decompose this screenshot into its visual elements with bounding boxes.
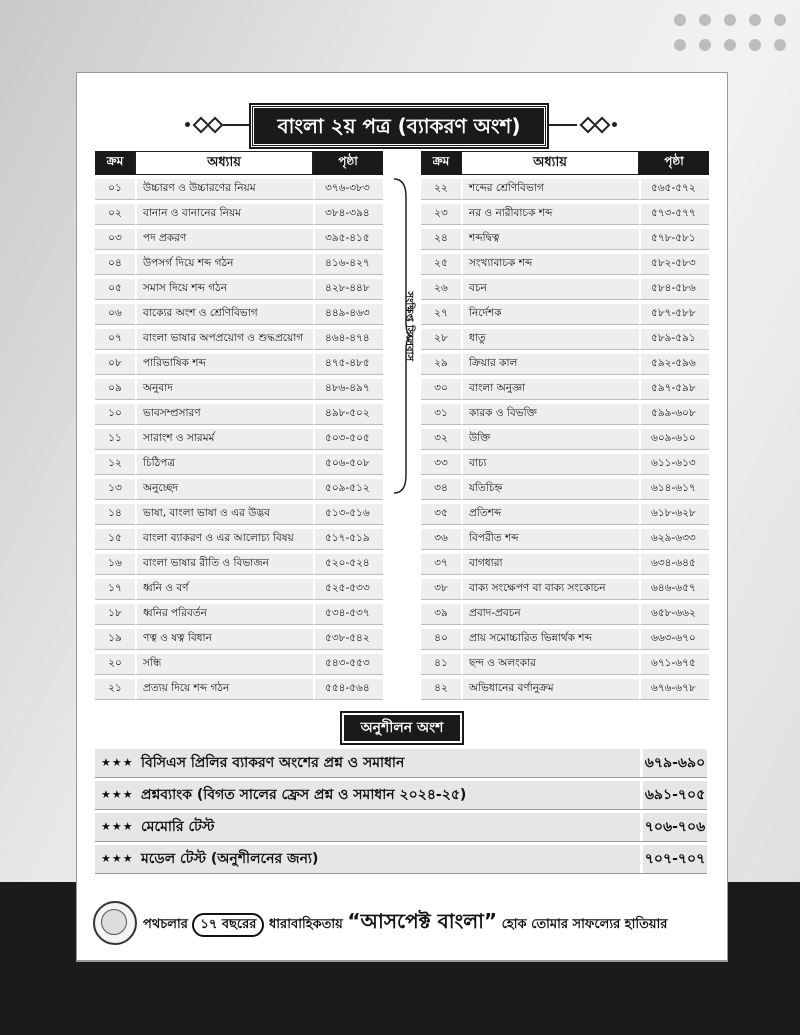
chapter-number: ৩৯ — [421, 604, 461, 625]
title-area — [77, 105, 727, 145]
chapter-number: ২৪ — [421, 229, 461, 250]
col-page-header: পৃষ্ঠা — [313, 151, 383, 175]
chapter-name: পদ প্রকরণ — [135, 229, 313, 250]
publisher-logo-icon — [93, 901, 137, 945]
chapter-name: নর ও নারীবাচক শব্দ — [461, 204, 639, 225]
chapter-number: ০১ — [95, 179, 135, 200]
table-row — [421, 279, 709, 300]
chapter-number: ৩৫ — [421, 504, 461, 525]
table-row — [421, 354, 709, 375]
star-rating: ★★★ — [101, 820, 134, 833]
chapter-name: নির্দেশক — [461, 304, 639, 325]
chapter-name: অনুবাদ — [135, 379, 313, 400]
table-row — [421, 204, 709, 225]
table-row — [421, 429, 709, 450]
chapter-number: ৩৭ — [421, 554, 461, 575]
chapter-pages: ৫৯২-৫৯৬ — [639, 354, 709, 375]
table-row — [421, 554, 709, 575]
chapter-pages: ৫৬৫-৫৭২ — [639, 179, 709, 200]
table-row — [421, 479, 709, 500]
chapter-pages: ৫০৩-৫০৫ — [313, 429, 383, 450]
chapter-name: উচ্চারণ ও উচ্চারণের নিয়ম — [135, 179, 313, 200]
ornament-dot — [612, 122, 617, 127]
chapter-name: বচন — [461, 279, 639, 300]
table-row — [95, 654, 383, 675]
chapter-pages: ৩৯৫-৪১৫ — [313, 229, 383, 250]
brand-name: “আসপেক্ট বাংলা” — [347, 909, 498, 933]
chapter-pages: ৬৩৪-৬৪৫ — [639, 554, 709, 575]
practice-section-title: অনুশীলন অংশ — [342, 713, 462, 743]
chapter-name: বাংলা ভাষার অপপ্রয়োগ ও শুদ্ধপ্রয়োগ — [135, 329, 313, 350]
ornament-dot — [185, 122, 190, 127]
chapter-pages: ৬৭৬-৬৭৮ — [639, 679, 709, 700]
chapter-number: ১৯ — [95, 629, 135, 650]
chapter-number: ০৮ — [95, 354, 135, 375]
table-row — [421, 404, 709, 425]
chapter-number: ২৭ — [421, 304, 461, 325]
chapter-name: সারাংশ ও সারমর্ম — [135, 429, 313, 450]
chapter-pages: ৬৫৮-৬৬২ — [639, 604, 709, 625]
syllabus-label: সংক্ষিপ্ত সিলেবাস — [403, 291, 415, 362]
table-row — [95, 179, 383, 200]
practice-row — [95, 813, 707, 842]
col-chapter-header: অধ্যায় — [135, 151, 313, 175]
table-row — [421, 654, 709, 675]
tagline-part1: পথচলার — [143, 917, 188, 932]
table-row — [95, 279, 383, 300]
col-serial-header: ক্রম — [421, 151, 461, 175]
chapter-pages: ৫৭৩-৫৭৭ — [639, 204, 709, 225]
chapter-pages: ৪৯৮-৫০২ — [313, 404, 383, 425]
table-row — [95, 479, 383, 500]
chapter-table-left — [95, 147, 383, 704]
table-row — [421, 179, 709, 200]
chapter-number: ১৫ — [95, 529, 135, 550]
chapter-number: ১০ — [95, 404, 135, 425]
practice-row — [95, 845, 707, 874]
chapter-pages: ৬১৪-৬১৭ — [639, 479, 709, 500]
chapter-number: ৩৪ — [421, 479, 461, 500]
chapter-name: ধ্বনি ও বর্ণ — [135, 579, 313, 600]
chapter-number: ১৬ — [95, 554, 135, 575]
chapter-pages: ৪২৮-৪৪৮ — [313, 279, 383, 300]
chapter-pages: ৩৮৪-৩৯৪ — [313, 204, 383, 225]
tagline-part3: হোক তোমার সাফল্যের হাতিয়ার — [501, 917, 668, 932]
chapter-pages: ৬১১-৬১৩ — [639, 454, 709, 475]
col-page-header: পৃষ্ঠা — [639, 151, 709, 175]
table-row — [95, 604, 383, 625]
chapter-name: ছন্দ ও অলংকার — [461, 654, 639, 675]
table-row — [95, 204, 383, 225]
chapter-number: ৩১ — [421, 404, 461, 425]
chapter-name: প্রতিশব্দ — [461, 504, 639, 525]
chapter-name: ণত্ব ও ষত্ব বিধান — [135, 629, 313, 650]
practice-pages: ৬৭৯-৬৯০ — [640, 749, 707, 777]
chapter-number: ০৭ — [95, 329, 135, 350]
table-row — [95, 329, 383, 350]
chapter-number: ৩৬ — [421, 529, 461, 550]
table-row — [421, 679, 709, 700]
chapter-pages: ৩৭৬-৩৮৩ — [313, 179, 383, 200]
star-rating: ★★★ — [101, 788, 134, 801]
table-row — [95, 529, 383, 550]
chapter-number: ৩০ — [421, 379, 461, 400]
chapter-number: ২৮ — [421, 329, 461, 350]
chapter-pages: ৫৯৭-৫৯৮ — [639, 379, 709, 400]
practice-label: মেমোরি টেস্ট — [141, 819, 215, 835]
chapter-number: ২০ — [95, 654, 135, 675]
chapter-name: ভাবসম্প্রসারণ — [135, 404, 313, 425]
table-row — [421, 529, 709, 550]
chapter-number: ০৩ — [95, 229, 135, 250]
chapter-name: বাগধারা — [461, 554, 639, 575]
chapter-name: চিঠিপত্র — [135, 454, 313, 475]
practice-row — [95, 781, 707, 810]
chapter-pages: ৫৯৯-৬০৮ — [639, 404, 709, 425]
practice-pages: ৬৯১-৭০৫ — [640, 781, 707, 809]
chapter-pages: ৬৪৬-৬৫৭ — [639, 579, 709, 600]
chapter-number: ২৩ — [421, 204, 461, 225]
table-row — [95, 354, 383, 375]
col-serial-header: ক্রম — [95, 151, 135, 175]
chapter-pages: ৫০৬-৫০৮ — [313, 454, 383, 475]
chapter-pages: ৫৩৮-৫৪২ — [313, 629, 383, 650]
practice-pages: ৭০৭-৭০৭ — [640, 845, 707, 873]
chapter-pages: ৬৬৩-৬৭০ — [639, 629, 709, 650]
tagline-part2: ধারাবাহিকতায় — [269, 917, 343, 932]
chapter-pages: ৫১৭-৫১৯ — [313, 529, 383, 550]
table-row — [421, 454, 709, 475]
chapter-pages: ৫০৯-৫১২ — [313, 479, 383, 500]
chapter-pages: ৫৩৪-৫৩৭ — [313, 604, 383, 625]
chapter-number: ১২ — [95, 454, 135, 475]
table-row — [421, 579, 709, 600]
chapter-pages: ৬৭১-৬৭৫ — [639, 654, 709, 675]
chapter-number: ১৪ — [95, 504, 135, 525]
chapter-pages: ৫৮২-৫৮৩ — [639, 254, 709, 275]
chapter-number: ২১ — [95, 679, 135, 700]
chapter-number: ২৫ — [421, 254, 461, 275]
ornament-diamond — [594, 117, 611, 134]
chapter-name: বানান ও বানানের নিয়ম — [135, 204, 313, 225]
chapter-pages: ৫৮৪-৫৮৬ — [639, 279, 709, 300]
chapter-name: উক্তি — [461, 429, 639, 450]
page-title: বাংলা ২য় পত্র (ব্যাকরণ অংশ) — [251, 105, 547, 147]
chapter-name: উপসর্গ দিয়ে শব্দ গঠন — [135, 254, 313, 275]
table-row — [95, 229, 383, 250]
chapter-number: ২৬ — [421, 279, 461, 300]
chapter-name: সন্ধি — [135, 654, 313, 675]
chapter-number: ০৯ — [95, 379, 135, 400]
chapter-pages: ৫৮৭-৫৮৮ — [639, 304, 709, 325]
table-row — [421, 604, 709, 625]
ornament-diamond — [207, 117, 224, 134]
practice-label: বিসিএস প্রিলির ব্যাকরণ অংশের প্রশ্ন ও সমাধান — [141, 755, 405, 771]
chapter-pages: ৪৮৬-৪৯৭ — [313, 379, 383, 400]
chapter-number: ৪১ — [421, 654, 461, 675]
chapter-name: শব্দের শ্রেণিবিভাগ — [461, 179, 639, 200]
practice-pages: ৭০৬-৭০৬ — [640, 813, 707, 841]
chapter-pages: ৬০৯-৬১০ — [639, 429, 709, 450]
table-row — [421, 379, 709, 400]
chapter-number: ০২ — [95, 204, 135, 225]
chapter-number: ১৮ — [95, 604, 135, 625]
footer-tagline — [143, 906, 667, 936]
table-row — [95, 254, 383, 275]
chapter-pages: ৪১৬-৪২৭ — [313, 254, 383, 275]
chapter-name: বাচ্য — [461, 454, 639, 475]
practice-label: মডেল টেস্ট (অনুশীলনের জন্য) — [141, 851, 319, 867]
chapter-number: ১৭ — [95, 579, 135, 600]
chapter-number: ৩২ — [421, 429, 461, 450]
table-row — [95, 304, 383, 325]
table-row — [95, 429, 383, 450]
chapter-pages: ৬১৮-৬২৮ — [639, 504, 709, 525]
chapter-name: ধ্বনির পরিবর্তন — [135, 604, 313, 625]
table-row — [95, 454, 383, 475]
chapter-name: পারিভাষিক শব্দ — [135, 354, 313, 375]
table-row — [421, 504, 709, 525]
chapter-name: ক্রিয়ার কাল — [461, 354, 639, 375]
practice-label: প্রশ্নব্যাংক (বিগত সালের ফ্রেস প্রশ্ন ও সমাধান ২০২৪-২৫) — [141, 787, 467, 803]
chapter-name: সমাস দিয়ে শব্দ গঠন — [135, 279, 313, 300]
star-rating: ★★★ — [101, 756, 134, 769]
chapter-pages: ৫২০-৫২৪ — [313, 554, 383, 575]
chapter-name: অনুচ্ছেদ — [135, 479, 313, 500]
table-row — [421, 254, 709, 275]
chapter-pages: ৪৬৪-৪৭৪ — [313, 329, 383, 350]
title-rule-left — [223, 124, 251, 126]
table-row — [421, 304, 709, 325]
chapter-pages: ৫২৫-৫৩৩ — [313, 579, 383, 600]
table-row — [421, 229, 709, 250]
chapter-number: ২২ — [421, 179, 461, 200]
chapter-name: বাংলা ব্যাকরণ ও এর আলোচ্য বিষয় — [135, 529, 313, 550]
chapter-name: যতিচিহ্ন — [461, 479, 639, 500]
decorative-dots — [670, 10, 790, 70]
chapter-number: ০৫ — [95, 279, 135, 300]
footer-card — [76, 882, 728, 961]
years-badge: ১৭ বছরের — [192, 913, 264, 937]
table-row — [95, 679, 383, 700]
star-rating: ★★★ — [101, 852, 134, 865]
chapter-pages: ৫১৩-৫১৬ — [313, 504, 383, 525]
chapter-name: সংখ্যাবাচক শব্দ — [461, 254, 639, 275]
chapter-number: ০৪ — [95, 254, 135, 275]
chapter-name: শব্দদ্বিত্ব — [461, 229, 639, 250]
chapter-name: বাংলা অনুজ্ঞা — [461, 379, 639, 400]
chapter-name: কারক ও বিভক্তি — [461, 404, 639, 425]
practice-row — [95, 749, 707, 778]
chapter-name: ধাতু — [461, 329, 639, 350]
chapter-pages: ৫৮৯-৫৯১ — [639, 329, 709, 350]
table-row — [95, 629, 383, 650]
chapter-pages: ৫৭৮-৫৮১ — [639, 229, 709, 250]
chapter-number: ৩৮ — [421, 579, 461, 600]
table-row — [421, 629, 709, 650]
chapter-name: প্রায় সমোচ্চারিত ভিন্নার্থক শব্দ — [461, 629, 639, 650]
chapter-name: প্রবাদ-প্রবচন — [461, 604, 639, 625]
chapter-name: অভিধানের বর্ণানুক্রম — [461, 679, 639, 700]
chapter-pages: ৪৭৫-৪৮৫ — [313, 354, 383, 375]
table-row — [95, 504, 383, 525]
chapter-name: বাক্যের অংশ ও শ্রেণিবিভাগ — [135, 304, 313, 325]
title-rule-right — [547, 124, 577, 126]
table-row — [95, 579, 383, 600]
chapter-pages: ৫৪৩-৫৫৩ — [313, 654, 383, 675]
content-card — [76, 72, 728, 962]
chapter-number: ৪০ — [421, 629, 461, 650]
table-row — [95, 379, 383, 400]
table-row — [95, 404, 383, 425]
col-chapter-header: অধ্যায় — [461, 151, 639, 175]
chapter-name: বিপরীত শব্দ — [461, 529, 639, 550]
chapter-name: প্রত্যয় দিয়ে শব্দ গঠন — [135, 679, 313, 700]
chapter-number: ১১ — [95, 429, 135, 450]
chapter-table-right — [421, 147, 709, 704]
chapter-name: ভাষা, বাংলা ভাষা ও এর উদ্ভব — [135, 504, 313, 525]
chapter-name: বাক্য সংক্ষেপণ বা বাক্য সংকোচন — [461, 579, 639, 600]
table-row — [421, 329, 709, 350]
chapter-pages: ৫৫৪-৫৬৪ — [313, 679, 383, 700]
chapter-number: ০৬ — [95, 304, 135, 325]
chapter-number: ১৩ — [95, 479, 135, 500]
chapter-pages: ৬২৯-৬৩৩ — [639, 529, 709, 550]
chapter-number: ৩৩ — [421, 454, 461, 475]
chapter-pages: ৪৪৯-৪৬৩ — [313, 304, 383, 325]
table-row — [95, 554, 383, 575]
chapter-number: ৪২ — [421, 679, 461, 700]
chapter-number: ২৯ — [421, 354, 461, 375]
chapter-name: বাংলা ভাষার রীতি ও বিভাজন — [135, 554, 313, 575]
